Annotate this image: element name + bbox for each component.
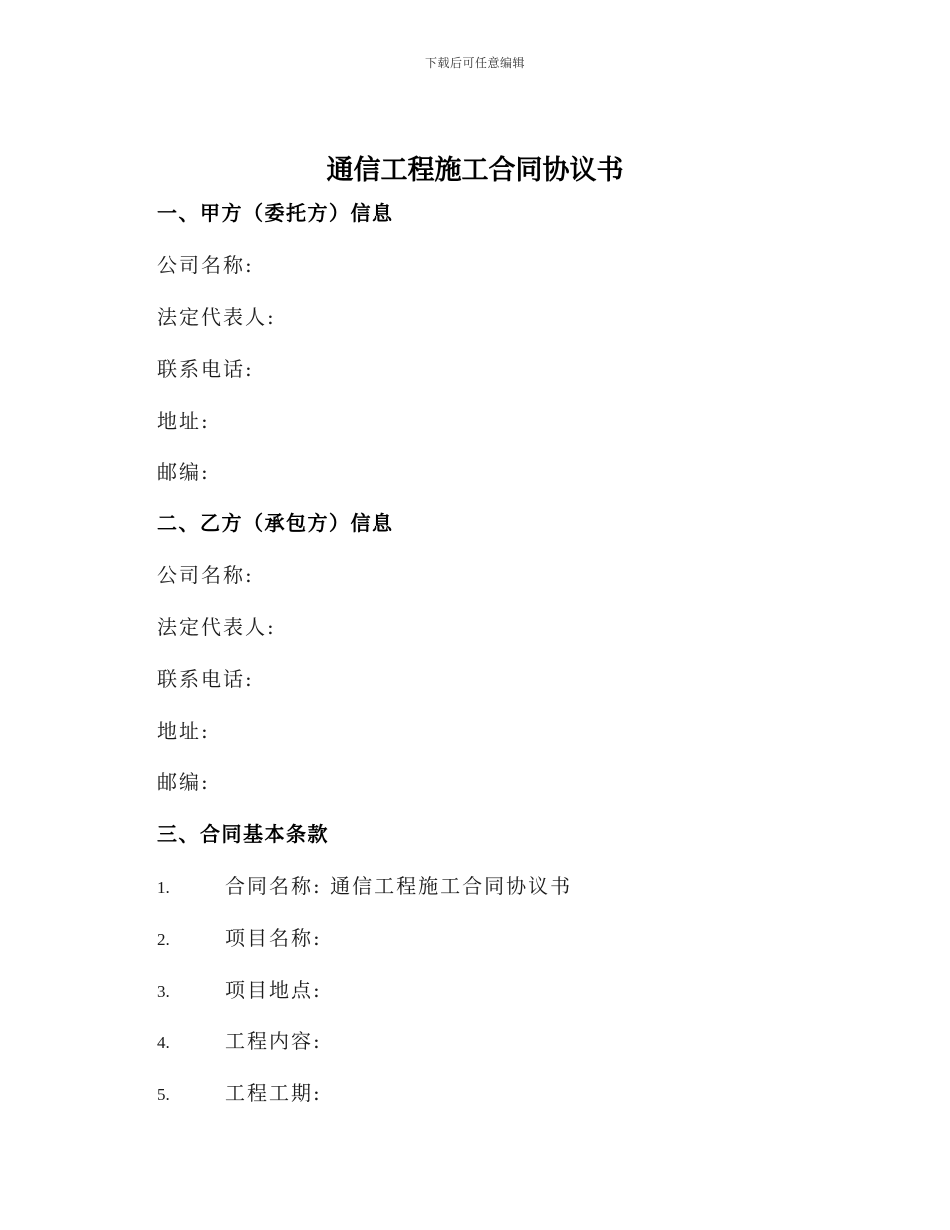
party-b-legal-rep-field: 法定代表人: — [157, 615, 276, 639]
clause-text: 项目地点: — [225, 978, 322, 1002]
clause-number: 5. — [157, 1085, 170, 1104]
list-item — [157, 1025, 322, 1054]
list-item — [157, 870, 572, 899]
terms-heading: 三、合同基本条款 — [157, 822, 329, 846]
list-item — [157, 922, 322, 951]
party-a-postcode-field: 邮编: — [157, 460, 210, 484]
clause-number: 1. — [157, 878, 170, 897]
document-title: 通信工程施工合同协议书 — [326, 155, 624, 186]
clause-text: 工程工期: — [225, 1081, 322, 1105]
party-b-phone-field: 联系电话: — [157, 667, 254, 691]
clause-number: 4. — [157, 1033, 170, 1052]
party-b-address-field: 地址: — [157, 719, 210, 743]
list-item — [157, 1077, 322, 1106]
clause-text: 合同名称: 通信工程施工合同协议书 — [225, 874, 573, 898]
party-b-heading: 二、乙方（承包方）信息 — [157, 511, 394, 535]
clause-number: 2. — [157, 930, 170, 949]
clause-text: 工程内容: — [225, 1029, 322, 1053]
party-a-address-field: 地址: — [157, 409, 210, 433]
page-header-note: 下载后可任意编辑 — [424, 56, 525, 70]
party-a-phone-field: 联系电话: — [157, 357, 254, 381]
party-a-heading: 一、甲方（委托方）信息 — [157, 201, 394, 225]
clause-number: 3. — [157, 982, 170, 1001]
list-item — [157, 974, 322, 1003]
party-b-company-name-field: 公司名称: — [157, 563, 254, 587]
party-a-legal-rep-field: 法定代表人: — [157, 305, 276, 329]
party-b-postcode-field: 邮编: — [157, 770, 210, 794]
party-a-company-name-field: 公司名称: — [157, 253, 254, 277]
clause-text: 项目名称: — [225, 926, 322, 950]
